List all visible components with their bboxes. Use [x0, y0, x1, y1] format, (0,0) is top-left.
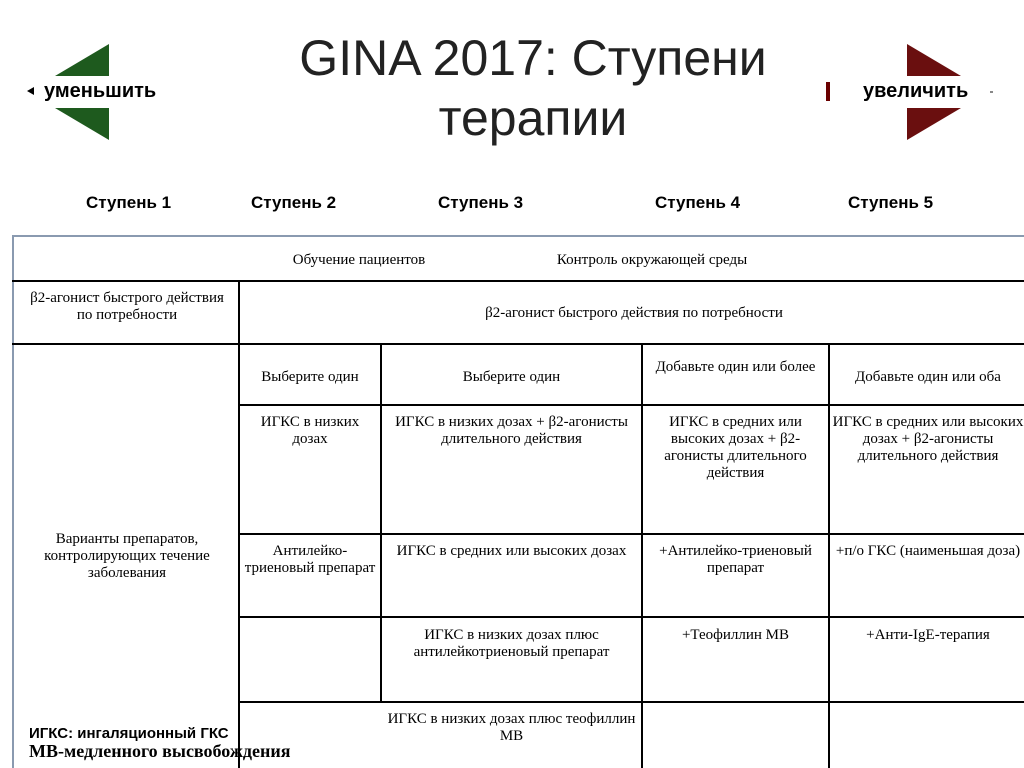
header-step5: Добавьте один или оба [855, 369, 1001, 385]
col-divider [380, 344, 382, 702]
col-divider [828, 344, 830, 768]
slide-title [0, 28, 1024, 148]
step-5-label: Ступень 5 [848, 193, 934, 212]
table-top-border [12, 235, 1024, 237]
table-cell: ИГКС в низких дозах [260, 414, 360, 447]
step-1-label: Ступень 1 [86, 193, 172, 212]
saba-step1-cell: β2-агонист быстрого действия по потребности [30, 290, 224, 323]
step-2-label: Ступень 2 [251, 193, 337, 212]
table-cell: ИГКС в низких дозах + β2-агонисты длительного действия [395, 414, 628, 447]
table-cell: ИГКС в средних или высоких дозах + β2-агонисты длительного действия [832, 414, 1024, 464]
header-step4: Добавьте один или более [655, 359, 816, 375]
table-cell: ИГКС в низких дозах плюс антилейкотриеновый препарат [413, 627, 610, 660]
table-left-border [12, 236, 14, 768]
table-cell: Антилейко-триеновый препарат [244, 543, 376, 576]
education-cell: Обучение пациентов [292, 252, 426, 268]
slide-title-line2: терапии [438, 90, 628, 146]
footnote-mv: МВ-медленного высвобождения [29, 741, 291, 761]
environment-cell: Контроль окружающей среды [556, 252, 748, 268]
row-divider [238, 701, 1024, 703]
row-divider [238, 533, 1024, 535]
col-divider [238, 281, 240, 768]
slide-title-line1: GINA 2017: Ступени [299, 30, 767, 86]
table-cell: +Анти-IgE-терапия [866, 627, 990, 643]
row-divider [238, 404, 1024, 406]
table-cell: ИГКС в средних или высоких дозах + β2-агонисты длительного действия [664, 414, 807, 481]
decrease-label[interactable]: уменьшить [44, 80, 157, 102]
controller-options-label: Варианты препаратов, контролирующих течение заболевания [44, 531, 210, 581]
table-cell: +Антилейко-триеновый препарат [659, 543, 812, 576]
table-cell: +Теофиллин МВ [681, 627, 790, 643]
step-3-label: Ступень 3 [438, 193, 524, 212]
saba-all-cell: β2-агонист быстрого действия по потребности [485, 305, 783, 321]
table-cell: ИГКС в низких дозах плюс теофиллин МВ [387, 711, 636, 744]
row-divider [238, 616, 1024, 618]
table-cell: ИГКС в средних или высоких дозах [396, 543, 627, 559]
row-divider [12, 280, 1024, 282]
col-divider [641, 344, 643, 768]
header-step3: Выберите один [462, 369, 561, 385]
header-step2: Выберите один [261, 369, 359, 385]
table-cell: +п/о ГКС (наименьшая доза) [835, 543, 1021, 559]
row-divider [12, 343, 1024, 345]
increase-label[interactable]: увеличить [863, 80, 969, 102]
step-4-label: Ступень 4 [655, 193, 741, 212]
footnote-igks: ИГКС: ингаляционный ГКС [29, 725, 229, 742]
